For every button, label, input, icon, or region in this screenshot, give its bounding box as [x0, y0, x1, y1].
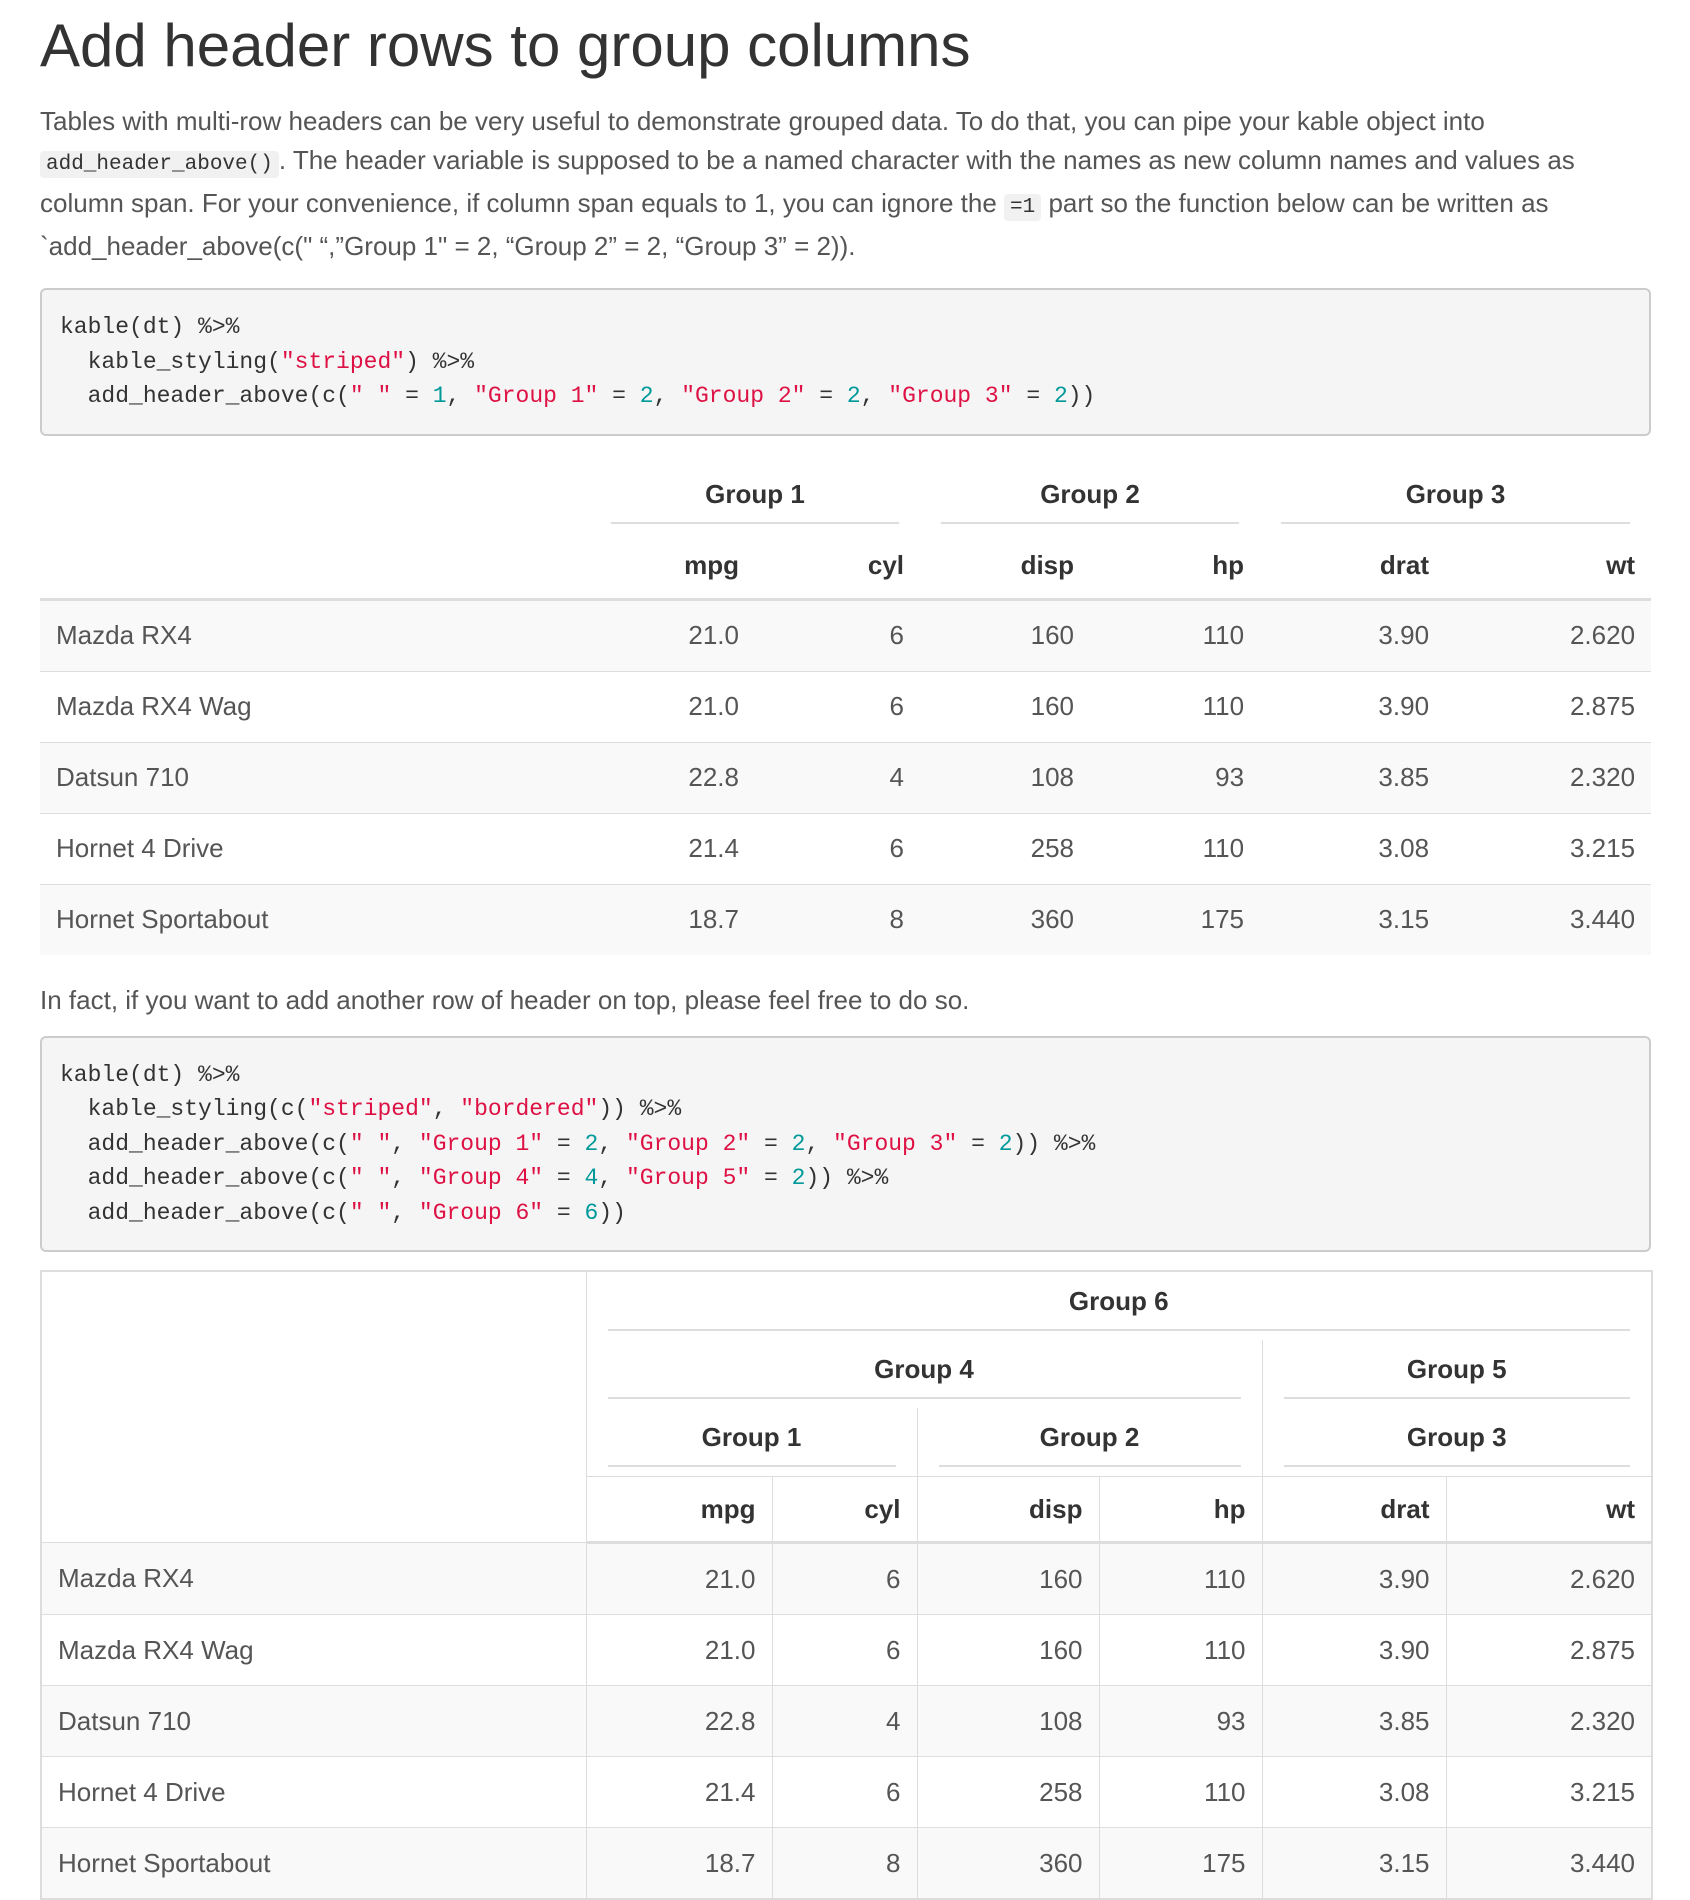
column-header-drat: drat: [1260, 534, 1445, 600]
inline-code-eq1: =1: [1004, 194, 1041, 221]
cell-disp: 360: [920, 884, 1090, 955]
cell-cyl: 8: [755, 884, 920, 955]
cell-cyl: 6: [772, 1615, 917, 1686]
header-group-2: Group 2: [917, 1408, 1262, 1477]
code-block-1[interactable]: kable(dt) %>% kable_styling("striped") %>% add_header_above(c(" " = 1, "Group 1" = 2, "Group 2" = 2, "Group 3" = 2)): [40, 288, 1651, 436]
cell-wt: 2.320: [1446, 1686, 1652, 1757]
header-column-row: [40, 534, 1651, 600]
row-name: Hornet 4 Drive: [41, 1757, 586, 1828]
header-empty: [40, 462, 590, 534]
code-block-2[interactable]: kable(dt) %>% kable_styling(c("striped", "bordered")) %>% add_header_above(c(" ", "Group 1" = 2, "Group 2" = 2, "Group 3" = 2)) %>% add_header_above(c(" ", "Group 4" = 4, "Group 5" = 2)) %>% add_header_above(c(" ", "Group 6" = 6)): [40, 1036, 1651, 1253]
page-title: Add header rows to group columns: [40, 12, 971, 79]
column-header-cyl: cyl: [772, 1477, 917, 1543]
header-group-1: Group 1: [586, 1408, 917, 1477]
header-group-4: Group 4: [586, 1340, 1262, 1408]
cell-disp: 160: [917, 1543, 1099, 1615]
row-name: Hornet 4 Drive: [40, 813, 590, 884]
cell-hp: 93: [1099, 1686, 1262, 1757]
column-header-wt: wt: [1446, 1477, 1652, 1543]
column-header-mpg: mpg: [590, 534, 755, 600]
cell-hp: 110: [1090, 813, 1260, 884]
cell-disp: 258: [920, 813, 1090, 884]
cell-hp: 110: [1099, 1757, 1262, 1828]
cell-drat: 3.85: [1262, 1686, 1446, 1757]
cell-cyl: 6: [755, 813, 920, 884]
header-group-3: Group 3: [1262, 1408, 1652, 1477]
row-name: Datsun 710: [41, 1686, 586, 1757]
inline-code-add-header-above: add_header_above(): [40, 151, 279, 178]
header-group-5: Group 5: [1262, 1340, 1652, 1408]
header-row-group6: [41, 1271, 1652, 1340]
cell-drat: 3.08: [1262, 1757, 1446, 1828]
cell-drat: 3.90: [1260, 671, 1445, 742]
cell-wt: 2.320: [1445, 742, 1651, 813]
table-row: [40, 742, 1651, 813]
table-row: [41, 1828, 1652, 1900]
cell-wt: 2.620: [1445, 599, 1651, 671]
cell-disp: 160: [917, 1615, 1099, 1686]
cell-hp: 110: [1090, 599, 1260, 671]
header-group-row: [40, 462, 1651, 534]
cell-wt: 3.440: [1445, 884, 1651, 955]
cell-mpg: 18.7: [590, 884, 755, 955]
cell-hp: 110: [1099, 1543, 1262, 1615]
column-header-cyl: cyl: [755, 534, 920, 600]
cell-wt: 2.875: [1445, 671, 1651, 742]
cell-mpg: 21.0: [590, 671, 755, 742]
cell-wt: 3.215: [1446, 1757, 1652, 1828]
intro-text-1: Tables with multi-row headers can be very useful to demonstrate grouped data. To do that, you can pipe your kable object into: [40, 106, 1485, 136]
cell-wt: 3.440: [1446, 1828, 1652, 1900]
cell-hp: 110: [1090, 671, 1260, 742]
table-row: [40, 813, 1651, 884]
cell-drat: 3.15: [1260, 884, 1445, 955]
cell-disp: 160: [920, 671, 1090, 742]
table-bordered: [40, 1270, 1653, 1900]
intro-text-3: part so the function below can be written as `add_header_above(c(" “,”Group 1" = 2, “Group 2” = 2, “Group 3” = 2)).: [40, 188, 1549, 261]
cell-drat: 3.90: [1260, 599, 1445, 671]
row-name: Hornet Sportabout: [40, 884, 590, 955]
cell-mpg: 22.8: [590, 742, 755, 813]
header-group-6: Group 6: [586, 1271, 1652, 1340]
second-paragraph: In fact, if you want to add another row of header on top, please feel free to do so.: [40, 984, 970, 1015]
intro-paragraph: [40, 102, 1651, 266]
cell-disp: 160: [920, 599, 1090, 671]
cell-cyl: 8: [772, 1828, 917, 1900]
cell-wt: 3.215: [1445, 813, 1651, 884]
cell-disp: 258: [917, 1757, 1099, 1828]
header-group-2: Group 2: [920, 462, 1260, 534]
table-row: [41, 1543, 1652, 1615]
cell-mpg: 21.4: [586, 1757, 772, 1828]
cell-drat: 3.08: [1260, 813, 1445, 884]
cell-mpg: 22.8: [586, 1686, 772, 1757]
row-name: Mazda RX4 Wag: [40, 671, 590, 742]
cell-hp: 175: [1099, 1828, 1262, 1900]
cell-mpg: 18.7: [586, 1828, 772, 1900]
column-header-hp: hp: [1090, 534, 1260, 600]
header-group-3: Group 3: [1260, 462, 1651, 534]
cell-disp: 360: [917, 1828, 1099, 1900]
header-empty: [41, 1271, 586, 1543]
table-row: [41, 1757, 1652, 1828]
cell-cyl: 6: [772, 1757, 917, 1828]
cell-cyl: 6: [755, 671, 920, 742]
cell-drat: 3.90: [1262, 1543, 1446, 1615]
intro-text-2: . The header variable is supposed to be a named character with the names as new column names and values as column span. For your convenience, if column span equals to 1, you can ignore the: [40, 145, 1575, 218]
cell-mpg: 21.4: [590, 813, 755, 884]
cell-hp: 93: [1090, 742, 1260, 813]
cell-hp: 110: [1099, 1615, 1262, 1686]
cell-disp: 108: [917, 1686, 1099, 1757]
row-name: Datsun 710: [40, 742, 590, 813]
cell-mpg: 21.0: [586, 1615, 772, 1686]
table-row: [41, 1686, 1652, 1757]
cell-drat: 3.15: [1262, 1828, 1446, 1900]
column-header-drat: drat: [1262, 1477, 1446, 1543]
column-header-hp: hp: [1099, 1477, 1262, 1543]
cell-disp: 108: [920, 742, 1090, 813]
cell-cyl: 4: [772, 1686, 917, 1757]
column-header-mpg: mpg: [586, 1477, 772, 1543]
row-name: Hornet Sportabout: [41, 1828, 586, 1900]
row-name: Mazda RX4: [41, 1543, 586, 1615]
column-header-disp: disp: [920, 534, 1090, 600]
table-row: [40, 599, 1651, 671]
row-name: Mazda RX4: [40, 599, 590, 671]
cell-wt: 2.620: [1446, 1543, 1652, 1615]
cell-cyl: 4: [755, 742, 920, 813]
table-row: [40, 884, 1651, 955]
header-group-1: Group 1: [590, 462, 920, 534]
cell-cyl: 6: [755, 599, 920, 671]
header-rowname: [40, 534, 590, 600]
table-row: [41, 1615, 1652, 1686]
column-header-wt: wt: [1445, 534, 1651, 600]
cell-cyl: 6: [772, 1543, 917, 1615]
table-row: [40, 671, 1651, 742]
table-striped: [40, 462, 1651, 955]
column-header-disp: disp: [917, 1477, 1099, 1543]
row-name: Mazda RX4 Wag: [41, 1615, 586, 1686]
cell-mpg: 21.0: [586, 1543, 772, 1615]
cell-hp: 175: [1090, 884, 1260, 955]
cell-mpg: 21.0: [590, 599, 755, 671]
cell-wt: 2.875: [1446, 1615, 1652, 1686]
cell-drat: 3.90: [1262, 1615, 1446, 1686]
cell-drat: 3.85: [1260, 742, 1445, 813]
